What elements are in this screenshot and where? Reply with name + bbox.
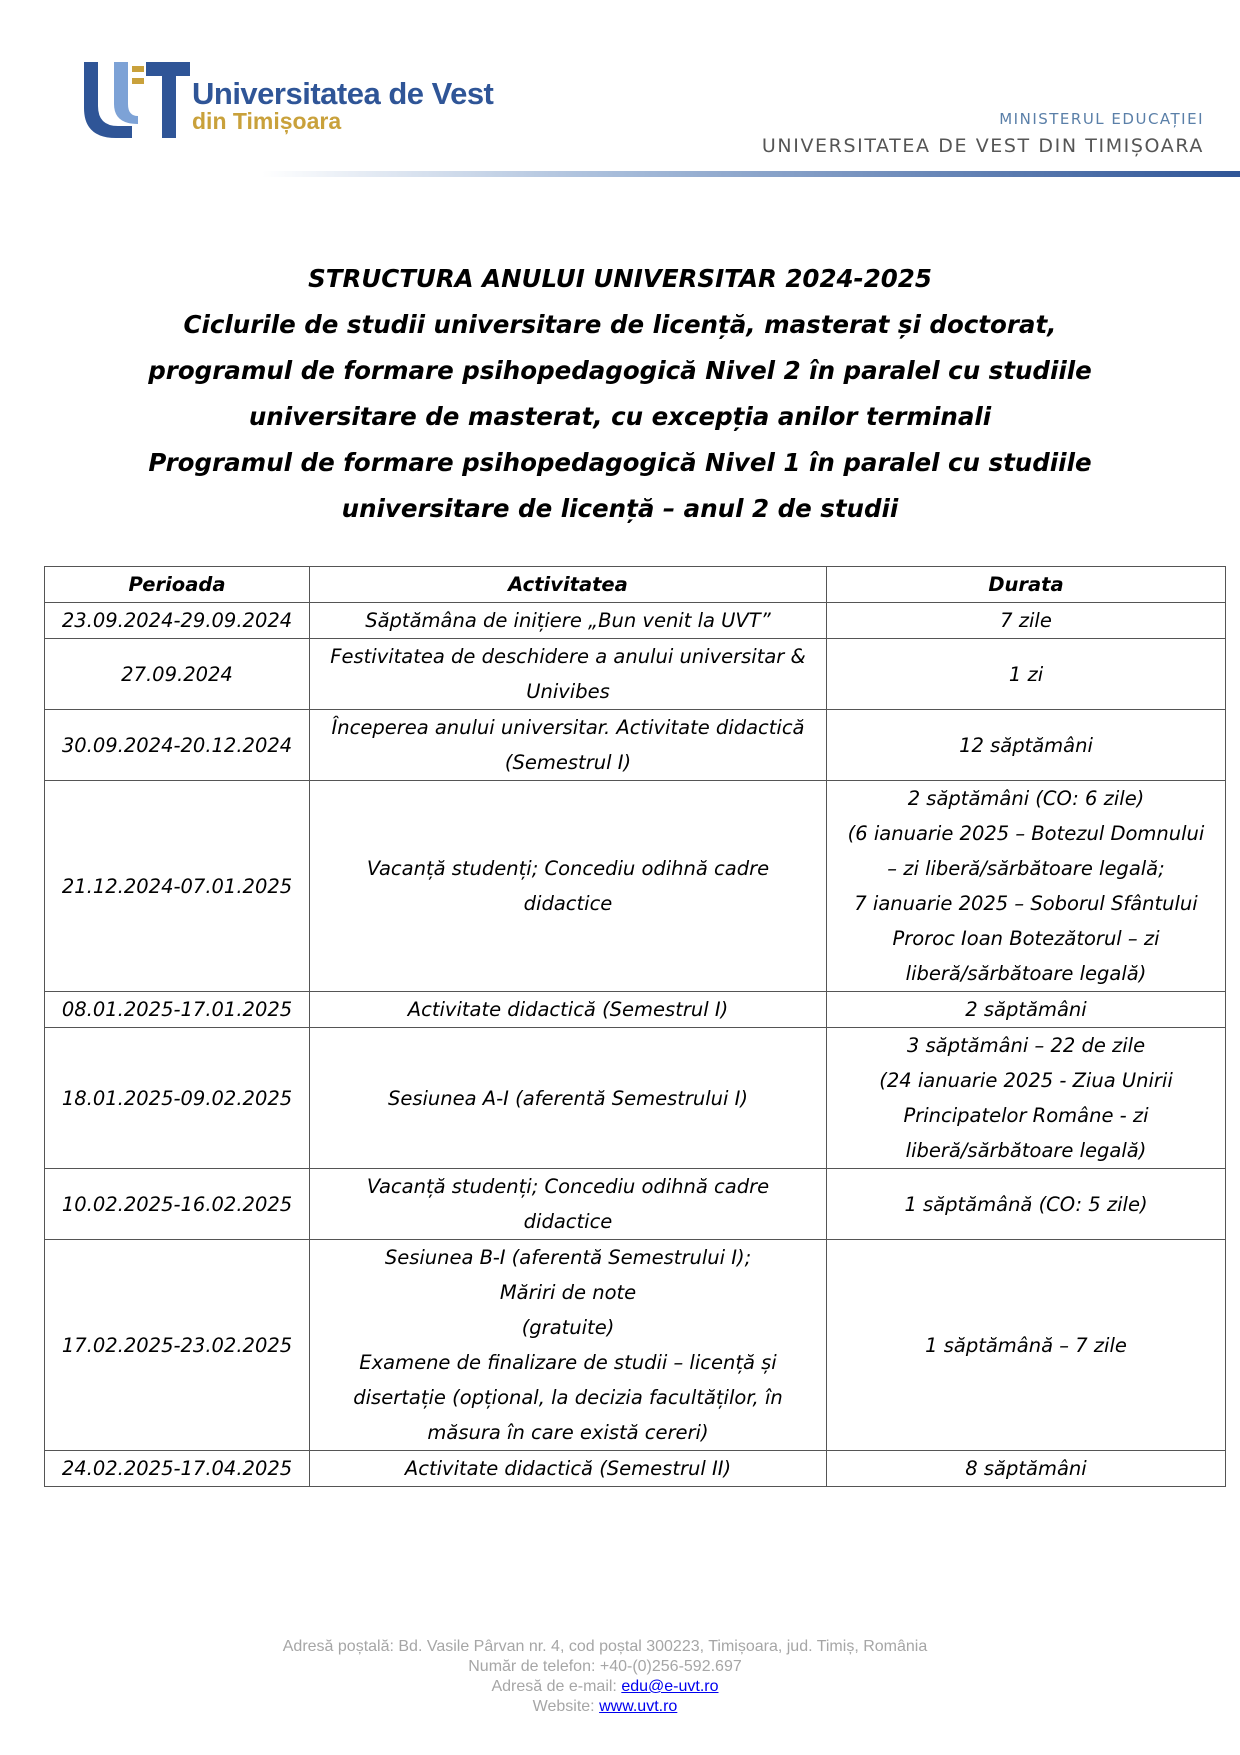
table-row xyxy=(45,639,1226,710)
activity-cell-line: didactice xyxy=(523,1210,613,1233)
activity-cell-line: didactice xyxy=(523,892,613,915)
table-row xyxy=(45,1028,1226,1169)
activity-cell xyxy=(310,603,827,639)
activity-cell-line: Săptămâna de inițiere „Bun venit la UVT” xyxy=(365,609,771,632)
logo-university-name: Universitatea de Vest xyxy=(192,76,494,111)
table-row xyxy=(45,603,1226,639)
duration-cell-line: 12 săptămâni xyxy=(959,733,1093,757)
duration-cell xyxy=(827,1240,1226,1451)
header-institution xyxy=(762,110,1204,157)
footer-email-label: Adresă de e-mail: xyxy=(491,1678,622,1695)
header-period: Perioada xyxy=(45,567,310,603)
duration-cell-line: 3 săptămâni – 22 de zile xyxy=(906,1034,1146,1057)
footer-website xyxy=(0,1697,1210,1717)
uvt-logo-icon xyxy=(80,58,190,143)
duration-cell-line: 7 zile xyxy=(1000,609,1052,632)
university-label: UNIVERSITATEA DE VEST DIN TIMIȘOARA xyxy=(761,135,1204,157)
duration-cell xyxy=(827,1169,1226,1240)
title-line: universitare de licență – anul 2 de studii xyxy=(341,494,899,523)
period-cell: 30.09.2024-20.12.2024 xyxy=(45,710,310,781)
duration-cell-line: 1 zi xyxy=(1008,662,1044,686)
footer-address: Adresă poștală: Bd. Vasile Pârvan nr. 4, cod poștal 300223, Timișoara, jud. Timiș, România xyxy=(282,1638,928,1655)
activity-cell-line: Activitate didactică (Semestrul I) xyxy=(407,998,729,1021)
schedule-table xyxy=(44,566,1226,1487)
website-link[interactable]: www.uvt.ro xyxy=(599,1698,678,1715)
header-duration: Durata xyxy=(827,567,1226,603)
period-cell: 23.09.2024-29.09.2024 xyxy=(45,603,310,639)
duration-cell-line: 7 ianuarie 2025 – Soborul Sfântului xyxy=(854,892,1198,915)
activity-cell-line: (Semestrul I) xyxy=(504,751,632,774)
activity-cell xyxy=(310,992,827,1028)
duration-cell-line: 2 săptămâni (CO: 6 zile) xyxy=(907,787,1145,810)
period-cell: 21.12.2024-07.01.2025 xyxy=(45,781,310,992)
duration-cell-line: 1 săptămână – 7 zile xyxy=(925,1333,1127,1357)
table-row xyxy=(45,1451,1226,1487)
activity-cell-line: Univibes xyxy=(526,680,610,703)
activity-cell xyxy=(310,710,827,781)
logo-city-name: din Timișoara xyxy=(192,108,342,134)
duration-cell-line: liberă/sărbătoare legală) xyxy=(905,1139,1147,1162)
activity-cell xyxy=(310,1451,827,1487)
title-line: Programul de formare psihopedagogică Nivel 1 în paralel cu studiile xyxy=(148,448,1092,477)
duration-cell-line: liberă/sărbătoare legală) xyxy=(905,962,1147,985)
table-row xyxy=(45,781,1226,992)
activity-cell-line: Vacanță studenți; Concediu odihnă cadre xyxy=(366,1175,770,1198)
title-line: Ciclurile de studii universitare de licență, masterat și doctorat, xyxy=(183,310,1057,339)
table-row xyxy=(45,992,1226,1028)
activity-cell xyxy=(310,1240,827,1451)
ministry-label: MINISTERUL EDUCAȚIEI xyxy=(999,110,1204,128)
activity-cell-line: disertație (opțional, la decizia facultăților, în xyxy=(353,1386,783,1409)
university-logo xyxy=(80,58,500,148)
table-row xyxy=(45,710,1226,781)
duration-cell-line: – zi liberă/sărbătoare legală; xyxy=(887,857,1165,880)
activity-cell-line: Examene de finalizare de studii – licență și xyxy=(359,1351,777,1374)
duration-cell xyxy=(827,1451,1226,1487)
activity-cell xyxy=(310,639,827,710)
document-title xyxy=(80,256,1160,532)
activity-cell xyxy=(310,1028,827,1169)
table-header-row xyxy=(45,567,1226,603)
duration-cell xyxy=(827,781,1226,992)
header-divider xyxy=(262,171,1240,177)
footer-phone: Număr de telefon: +40-(0)256-592.697 xyxy=(468,1658,742,1675)
activity-cell-line: Vacanță studenți; Concediu odihnă cadre xyxy=(366,857,770,880)
duration-cell-line: 8 săptămâni xyxy=(965,1457,1087,1480)
title-line: programul de formare psihopedagogică Nivel 2 în paralel cu studiile xyxy=(148,356,1092,385)
activity-cell-line: Începerea anului universitar. Activitate didactică xyxy=(331,716,805,739)
activity-cell xyxy=(310,1169,827,1240)
duration-cell xyxy=(827,1028,1226,1169)
title-line: universitare de masterat, cu excepția anilor terminali xyxy=(248,402,992,431)
duration-cell-line: (24 ianuarie 2025 - Ziua Unirii xyxy=(879,1069,1173,1092)
duration-cell-line: (6 ianuarie 2025 – Botezul Domnului xyxy=(847,822,1205,845)
period-cell: 17.02.2025-23.02.2025 xyxy=(45,1240,310,1451)
duration-cell-line: Proroc Ioan Botezătorul – zi xyxy=(892,927,1160,950)
activity-cell-line: Festivitatea de deschidere a anului universitar & xyxy=(330,645,806,668)
duration-cell xyxy=(827,603,1226,639)
footer xyxy=(0,1637,1210,1717)
period-cell: 24.02.2025-17.04.2025 xyxy=(45,1451,310,1487)
period-cell: 10.02.2025-16.02.2025 xyxy=(45,1169,310,1240)
period-cell: 08.01.2025-17.01.2025 xyxy=(45,992,310,1028)
duration-cell xyxy=(827,992,1226,1028)
table-row xyxy=(45,1169,1226,1240)
duration-cell xyxy=(827,639,1226,710)
duration-cell xyxy=(827,710,1226,781)
activity-cell-line: măsura în care există cereri) xyxy=(427,1421,709,1444)
period-cell: 18.01.2025-09.02.2025 xyxy=(45,1028,310,1169)
footer-email xyxy=(0,1677,1210,1697)
activity-cell xyxy=(310,781,827,992)
header-activity: Activitatea xyxy=(310,567,827,603)
period-cell: 27.09.2024 xyxy=(45,639,310,710)
duration-cell-line: Principatelor Române - zi xyxy=(903,1104,1149,1127)
activity-cell-line: (gratuite) xyxy=(521,1316,615,1339)
footer-website-label: Website: xyxy=(532,1698,600,1715)
duration-cell-line: 2 săptămâni xyxy=(965,998,1087,1021)
activity-cell-line: Sesiunea A-I (aferentă Semestrului I) xyxy=(387,1086,749,1110)
activity-cell-line: Sesiunea B-I (aferentă Semestrului I); xyxy=(384,1246,752,1269)
table-row xyxy=(45,1240,1226,1451)
email-link[interactable]: edu@e-uvt.ro xyxy=(621,1678,719,1695)
activity-cell-line: Activitate didactică (Semestrul II) xyxy=(404,1457,732,1480)
activity-cell-line: Măriri de note xyxy=(499,1281,637,1304)
duration-cell-line: 1 săptămână (CO: 5 zile) xyxy=(904,1192,1148,1216)
title-line: STRUCTURA ANULUI UNIVERSITAR 2024-2025 xyxy=(308,264,932,293)
